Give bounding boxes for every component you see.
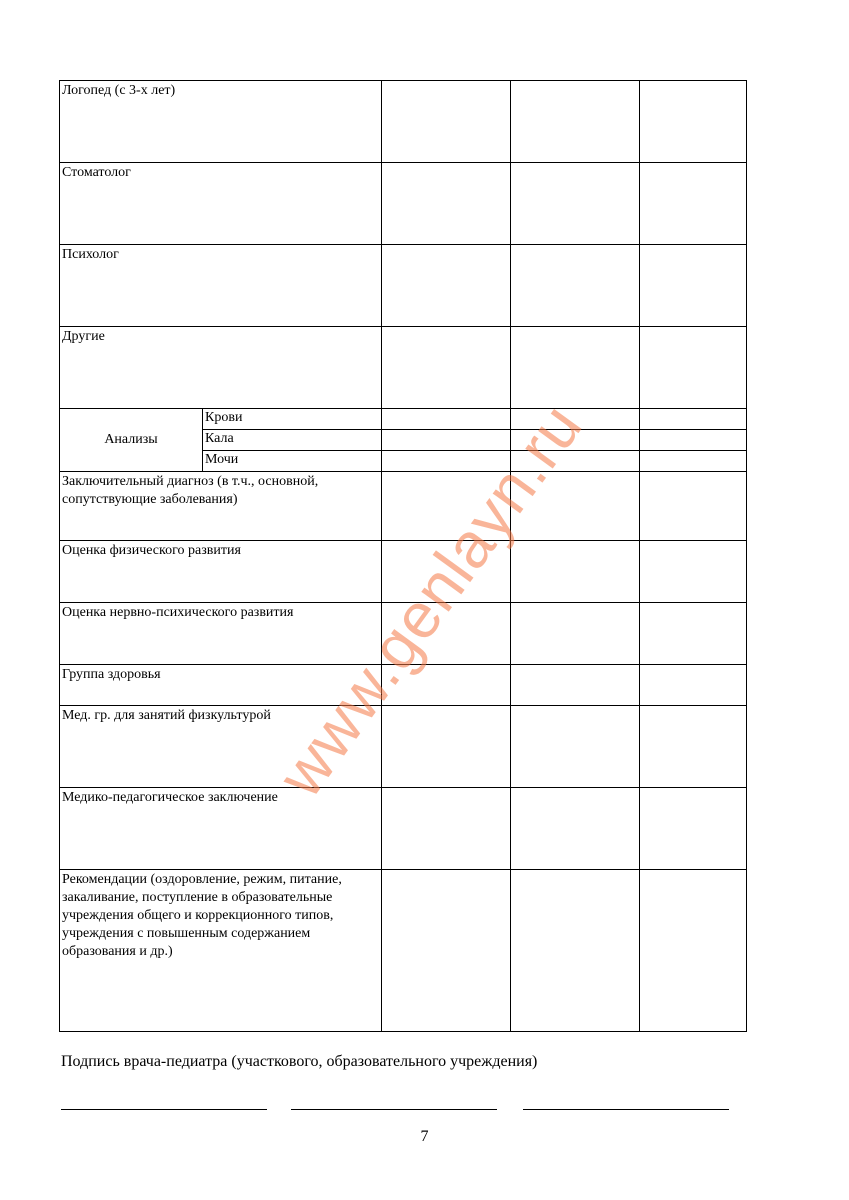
table-row — [60, 163, 747, 245]
table-cell[interactable] — [382, 451, 511, 472]
table-row — [60, 409, 747, 430]
analysis-item-stool: Кала — [203, 430, 382, 451]
table-cell[interactable] — [382, 603, 511, 665]
table-cell[interactable] — [382, 472, 511, 541]
signature-line[interactable] — [523, 1109, 729, 1110]
signature-line[interactable] — [291, 1109, 497, 1110]
table-cell[interactable] — [511, 245, 640, 327]
row-label-recommendations: Рекомендации (оздоровление, режим, питание, закаливание, поступление в образовательные учреждения общего и коррекционного типов, учреждения с повышенным содержанием образования и др.) — [60, 870, 382, 1032]
row-label-logoped: Логопед (с 3-х лет) — [60, 81, 382, 163]
table-row — [60, 706, 747, 788]
table-cell[interactable] — [382, 541, 511, 603]
table-cell[interactable] — [382, 665, 511, 706]
signature-line[interactable] — [61, 1109, 267, 1110]
row-label-drugie: Другие — [60, 327, 382, 409]
table-cell[interactable] — [640, 788, 747, 870]
table-cell[interactable] — [382, 245, 511, 327]
table-cell[interactable] — [640, 81, 747, 163]
table-row — [60, 472, 747, 541]
signature-label: Подпись врача-педиатра (участкового, образовательного учреждения) — [61, 1053, 538, 1070]
table-row — [60, 665, 747, 706]
row-label-final-diagnosis: Заключительный диагноз (в т.ч., основной, сопутствующие заболевания) — [60, 472, 382, 541]
table-cell[interactable] — [382, 870, 511, 1032]
table-cell[interactable] — [640, 541, 747, 603]
table-row — [60, 541, 747, 603]
table-row — [60, 603, 747, 665]
table-cell[interactable] — [640, 163, 747, 245]
table-cell[interactable] — [511, 665, 640, 706]
table-cell[interactable] — [640, 472, 747, 541]
table-cell[interactable] — [511, 603, 640, 665]
table-cell[interactable] — [511, 706, 640, 788]
table-row — [60, 870, 747, 1032]
row-label-health-group: Группа здоровья — [60, 665, 382, 706]
page-number: 7 — [420, 1128, 429, 1145]
table-cell[interactable] — [511, 870, 640, 1032]
table-cell[interactable] — [511, 788, 640, 870]
table-cell[interactable] — [511, 163, 640, 245]
table-cell[interactable] — [640, 603, 747, 665]
row-label-neuro: Оценка нервно-психического развития — [60, 603, 382, 665]
table-cell[interactable] — [640, 245, 747, 327]
row-label-physical: Оценка физического развития — [60, 541, 382, 603]
table-row — [60, 81, 747, 163]
medical-form-table — [59, 80, 747, 1032]
analyses-label: Анализы — [60, 409, 203, 472]
table-cell[interactable] — [382, 327, 511, 409]
table-cell[interactable] — [511, 451, 640, 472]
table-row — [60, 788, 747, 870]
table-cell[interactable] — [640, 327, 747, 409]
table-cell[interactable] — [382, 163, 511, 245]
table-cell[interactable] — [640, 430, 747, 451]
table-cell[interactable] — [382, 788, 511, 870]
table-cell[interactable] — [511, 472, 640, 541]
table-cell[interactable] — [382, 81, 511, 163]
table-cell[interactable] — [640, 409, 747, 430]
table-cell[interactable] — [640, 706, 747, 788]
table-row — [60, 245, 747, 327]
table-cell[interactable] — [382, 706, 511, 788]
row-label-med-ped: Медико-педагогическое заключение — [60, 788, 382, 870]
row-label-psiholog: Психолог — [60, 245, 382, 327]
row-label-stomatolog: Стоматолог — [60, 163, 382, 245]
table-cell[interactable] — [511, 409, 640, 430]
table-cell[interactable] — [511, 430, 640, 451]
table-cell[interactable] — [382, 430, 511, 451]
analysis-item-urine: Мочи — [203, 451, 382, 472]
table-cell[interactable] — [511, 81, 640, 163]
row-label-med-group: Мед. гр. для занятий физкультурой — [60, 706, 382, 788]
table-cell[interactable] — [382, 409, 511, 430]
table-row — [60, 327, 747, 409]
analysis-item-blood: Крови — [203, 409, 382, 430]
table-cell[interactable] — [511, 541, 640, 603]
table-cell[interactable] — [640, 451, 747, 472]
table-cell[interactable] — [511, 327, 640, 409]
watermark: www.genlayn.ru — [263, 390, 597, 810]
table-cell[interactable] — [640, 665, 747, 706]
table-cell[interactable] — [640, 870, 747, 1032]
